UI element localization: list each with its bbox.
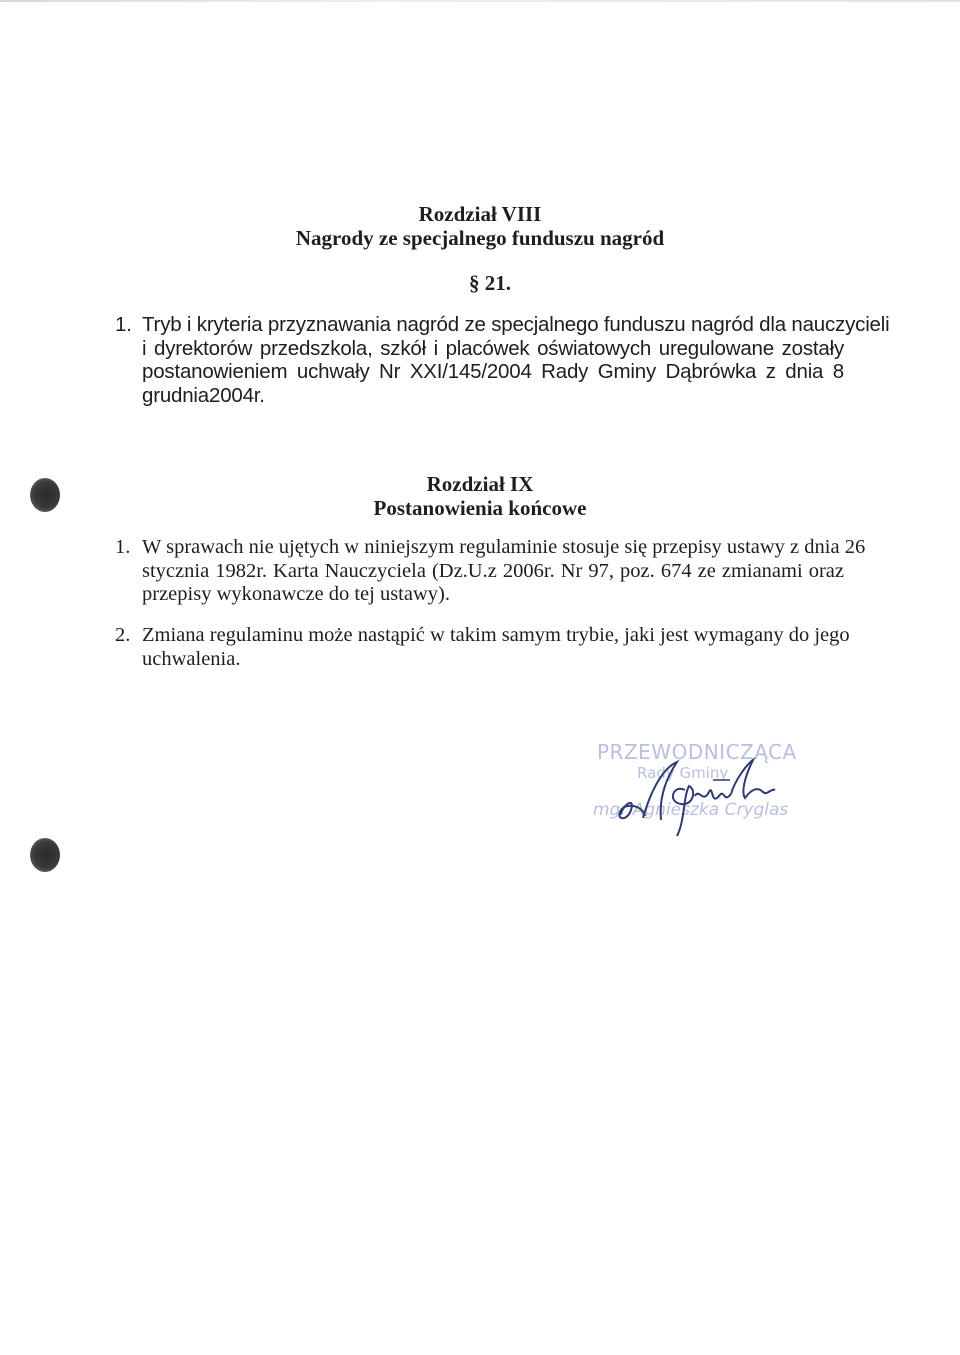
text-line: i dyrektorów przedszkola, szkół i placówek oświatowych uregulowane zostały [142,336,844,360]
text-line: postanowieniem uchwały Nr XXI/145/2004 Rady Gminy Dąbrówka z dnia 8 [142,360,844,383]
item-number: 1. [115,313,132,336]
text-line: uchwalenia. [142,647,241,670]
scan-edge [0,0,960,2]
item-number: 1. [115,536,131,558]
punch-hole-bottom [30,838,60,872]
text-line: grudnia2004r. [142,383,265,407]
official-stamp [585,740,805,840]
stamp-name: mgr Agnieszka Cryglas [593,800,789,820]
chapter-9-item-2 [142,624,850,671]
chapter-8-heading: Rozdział VIII [418,202,542,226]
text-line: Tryb i kryteria przyznawania nagród ze specjalnego funduszu nagród dla nauczycieli [142,313,890,336]
chapter-9-subheading: Postanowienia końcowe [373,496,587,520]
chapter-9-heading: Rozdział IX [426,472,534,496]
chapter-9-item-1 [142,536,866,607]
text-line: Zmiana regulaminu może nastąpić w takim samym trybie, jaki jest wymagany do jego [142,624,850,646]
paragraph-mark: § 21. [469,271,511,295]
handwritten-signature [585,740,805,840]
chapter-8-item-1 [142,313,890,407]
text-line: W sprawach nie ujętych w niniejszym regulaminie stosuje się przepisy ustawy z dnia 26 [142,536,866,558]
stamp-title: PRZEWODNICZĄCA [597,740,797,764]
text-line: przepisy wykonawcze do tej ustawy). [142,583,450,605]
stamp-council: Rady Gminy [637,764,729,782]
chapter-8-subheading: Nagrody ze specjalnego funduszu nagród [295,226,665,250]
item-number: 2. [115,624,131,646]
text-line: stycznia 1982r. Karta Nauczyciela (Dz.U.z 2006r. Nr 97, poz. 674 ze zmianami oraz [142,559,844,582]
